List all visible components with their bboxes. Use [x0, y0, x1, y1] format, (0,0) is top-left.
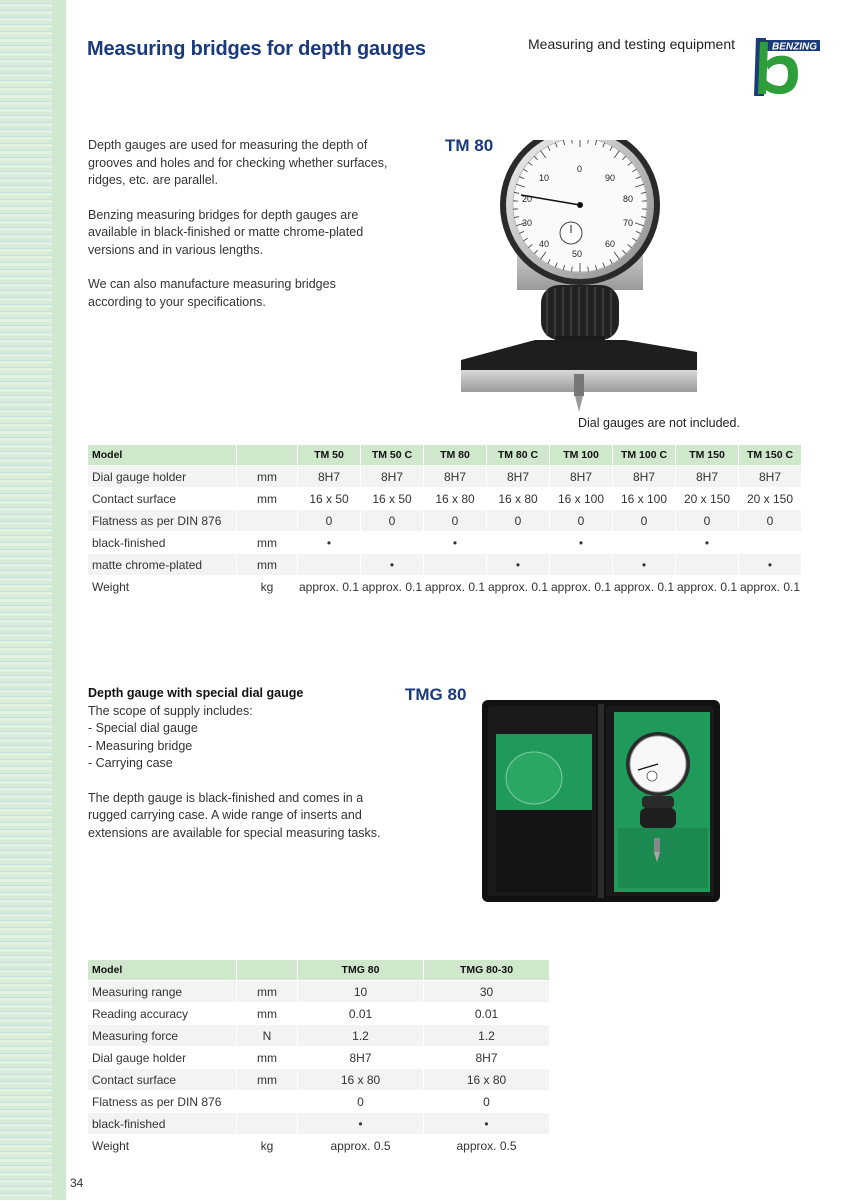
column-header: TMG 80-30	[424, 960, 549, 980]
table-row	[88, 554, 801, 575]
dial-number: 0	[577, 164, 583, 174]
table-cell: mm	[237, 981, 297, 1002]
column-header: TM 50 C	[361, 445, 423, 465]
table-cell: mm	[237, 554, 297, 575]
tmg80-heading: Depth gauge with special dial gauge	[88, 686, 304, 700]
table-cell: approx. 0.1	[361, 576, 423, 597]
table-cell: 8H7	[424, 466, 486, 487]
table-cell: Dial gauge holder	[88, 1047, 236, 1068]
table-cell: 8H7	[361, 466, 423, 487]
table-cell: 1.2	[298, 1025, 423, 1046]
table-cell: 0	[550, 510, 612, 531]
table-cell: 16 x 100	[550, 488, 612, 509]
table-cell: 8H7	[298, 466, 360, 487]
table-cell: 0.01	[298, 1003, 423, 1024]
table-row	[88, 1113, 549, 1134]
table-cell: 0	[487, 510, 549, 531]
table-cell: 8H7	[676, 466, 738, 487]
intro-paragraph-2: Benzing measuring bridges for depth gauges are available in black-finished or matte chrome-plated versions and in various lengths.	[88, 207, 364, 257]
benzing-logo	[752, 36, 824, 100]
table-cell: •	[487, 554, 549, 575]
list-item: - Measuring bridge	[88, 738, 388, 756]
table-cell	[298, 554, 360, 575]
table-cell: 8H7	[550, 466, 612, 487]
tm80-label: TM 80	[445, 136, 494, 155]
list-item: - Special dial gauge	[88, 720, 388, 738]
table-cell: 16 x 80	[424, 488, 486, 509]
tmg80-label: TMG 80	[405, 685, 467, 704]
intro-paragraph-3: We can also manufacture measuring bridges according to your specifications.	[88, 277, 336, 309]
column-header: TM 150	[676, 445, 738, 465]
table-cell: approx. 0.1	[298, 576, 360, 597]
table-cell: •	[424, 1113, 549, 1134]
table-cell: 0	[676, 510, 738, 531]
intro-paragraph-1: Depth gauges are used for measuring the depth of grooves and holes and for checking whether surfaces, ridges, etc. are parallel.	[88, 138, 388, 187]
tmg-spec-table	[87, 959, 550, 1157]
column-header	[237, 960, 297, 980]
intro-text	[88, 137, 388, 328]
dial-number: 50	[572, 249, 583, 259]
table-cell: Weight	[88, 1135, 236, 1156]
table-cell: •	[424, 532, 486, 553]
dial-gauges-note: Dial gauges are not included.	[578, 416, 740, 430]
column-header	[237, 445, 297, 465]
table-cell: 16 x 80	[298, 1069, 423, 1090]
table-row	[88, 1091, 549, 1112]
header-category: Measuring and testing equipment	[528, 36, 736, 52]
table-cell: approx. 0.5	[424, 1135, 549, 1156]
column-header: Model	[88, 960, 236, 980]
table-cell: Contact surface	[88, 1069, 236, 1090]
tmg80-case-image	[482, 700, 720, 902]
list-item: - Carrying case	[88, 755, 388, 773]
table-cell	[739, 532, 801, 553]
table-cell: 1.2	[424, 1025, 549, 1046]
table-cell: Dial gauge holder	[88, 466, 236, 487]
table-row	[88, 1047, 549, 1068]
tm-spec-table	[87, 444, 802, 598]
dial-number: 70	[623, 218, 634, 228]
table-cell: 0	[424, 1091, 549, 1112]
column-header: TM 150 C	[739, 445, 801, 465]
table-cell	[237, 510, 297, 531]
table-cell: mm	[237, 1069, 297, 1090]
table-cell: approx. 0.1	[424, 576, 486, 597]
table-row	[88, 510, 801, 531]
table-cell: •	[739, 554, 801, 575]
dial-number: 30	[522, 218, 533, 228]
table-cell: approx. 0.1	[739, 576, 801, 597]
table-row	[88, 532, 801, 553]
table-cell: Weight	[88, 576, 236, 597]
table-cell: mm	[237, 532, 297, 553]
dial-number: 20	[522, 194, 533, 204]
column-header: Model	[88, 445, 236, 465]
page-title: Measuring bridges for depth gauges	[87, 38, 426, 60]
table-cell: Measuring force	[88, 1025, 236, 1046]
table-row	[88, 981, 549, 1002]
column-header: TM 100 C	[613, 445, 675, 465]
table-cell: mm	[237, 1047, 297, 1068]
table-header-row	[88, 445, 801, 465]
table-row	[88, 1003, 549, 1024]
table-cell: •	[298, 532, 360, 553]
table-cell: 8H7	[424, 1047, 549, 1068]
table-row	[88, 488, 801, 509]
table-cell: kg	[237, 576, 297, 597]
table-cell: kg	[237, 1135, 297, 1156]
dial-number: 80	[623, 194, 634, 204]
dial-number: 40	[539, 239, 550, 249]
table-cell: approx. 0.1	[613, 576, 675, 597]
table-row	[88, 1135, 549, 1156]
dial-number: 90	[605, 173, 616, 183]
table-cell: •	[361, 554, 423, 575]
table-cell: 10	[298, 981, 423, 1002]
table-cell: 16 x 80	[424, 1069, 549, 1090]
table-cell: 20 x 150	[739, 488, 801, 509]
table-cell: •	[676, 532, 738, 553]
table-row	[88, 466, 801, 487]
table-cell: 8H7	[613, 466, 675, 487]
table-cell	[424, 554, 486, 575]
table-cell: mm	[237, 488, 297, 509]
table-cell	[613, 532, 675, 553]
page-number: 34	[70, 1176, 84, 1190]
column-header: TMG 80	[298, 960, 423, 980]
column-header: TM 80 C	[487, 445, 549, 465]
table-cell: 16 x 50	[361, 488, 423, 509]
column-header: TM 100	[550, 445, 612, 465]
table-cell: 16 x 80	[487, 488, 549, 509]
tm80-product-image	[455, 140, 705, 415]
supply-list	[88, 720, 388, 773]
table-cell: Flatness as per DIN 876	[88, 510, 236, 531]
table-header-row	[88, 960, 549, 980]
table-cell: 0.01	[424, 1003, 549, 1024]
table-cell: Contact surface	[88, 488, 236, 509]
table-cell: 0	[298, 510, 360, 531]
table-cell: •	[613, 554, 675, 575]
table-cell: matte chrome-plated	[88, 554, 236, 575]
table-cell: 8H7	[487, 466, 549, 487]
table-cell: approx. 0.1	[487, 576, 549, 597]
table-cell: 30	[424, 981, 549, 1002]
table-cell	[676, 554, 738, 575]
table-cell: mm	[237, 1003, 297, 1024]
table-cell: N	[237, 1025, 297, 1046]
table-cell: 0	[613, 510, 675, 531]
decorative-side-strip	[0, 0, 66, 1200]
table-cell	[237, 1113, 297, 1134]
table-cell	[487, 532, 549, 553]
dial-number: 10	[539, 173, 550, 183]
supply-intro: The scope of supply includes:	[88, 703, 253, 718]
table-cell: mm	[237, 466, 297, 487]
table-cell: Reading accuracy	[88, 1003, 236, 1024]
column-header: TM 80	[424, 445, 486, 465]
table-cell: approx. 0.1	[676, 576, 738, 597]
table-cell: 0	[739, 510, 801, 531]
table-cell: 16 x 100	[613, 488, 675, 509]
table-cell: 16 x 50	[298, 488, 360, 509]
table-cell: black-finished	[88, 532, 236, 553]
table-cell: Measuring range	[88, 981, 236, 1002]
table-cell	[550, 554, 612, 575]
table-cell: black-finished	[88, 1113, 236, 1134]
tmg80-description-text: The depth gauge is black-finished and comes in a rugged carrying case. A wide range of inserts and extensions are available for special measuring tasks.	[88, 790, 381, 840]
table-row	[88, 1025, 549, 1046]
table-cell: 20 x 150	[676, 488, 738, 509]
tmg80-description	[88, 685, 388, 842]
table-row	[88, 576, 801, 597]
table-cell: approx. 0.5	[298, 1135, 423, 1156]
table-cell: 0	[361, 510, 423, 531]
svg-text:BENZING: BENZING	[772, 41, 817, 53]
table-cell: 0	[424, 510, 486, 531]
table-cell: •	[298, 1113, 423, 1134]
table-cell: 8H7	[298, 1047, 423, 1068]
table-cell: Flatness as per DIN 876	[88, 1091, 236, 1112]
table-row	[88, 1069, 549, 1090]
table-cell: 0	[298, 1091, 423, 1112]
table-cell: 8H7	[739, 466, 801, 487]
table-cell: •	[550, 532, 612, 553]
table-cell: approx. 0.1	[550, 576, 612, 597]
table-cell	[237, 1091, 297, 1112]
table-cell	[361, 532, 423, 553]
dial-number: 60	[605, 239, 616, 249]
column-header: TM 50	[298, 445, 360, 465]
